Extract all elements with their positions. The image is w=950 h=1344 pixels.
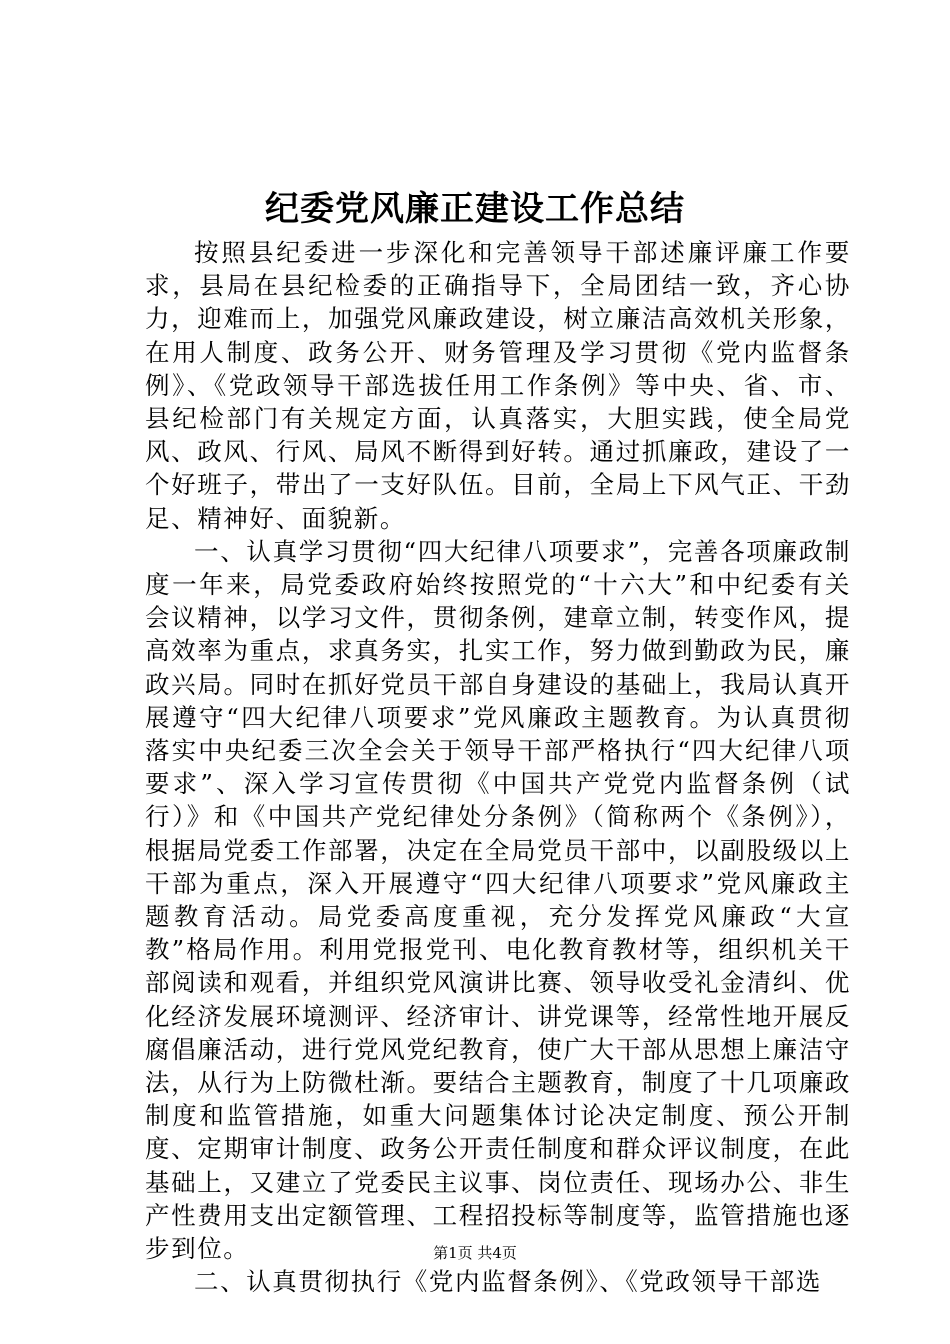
paragraph-intro: 按照县纪委进一步深化和完善领导干部述廉评廉工作要求，县局在县纪检委的正确指导下，全局团结一致，齐心协力，迎难而上，加强党风廉政建设，树立廉洁高效机关形象，在用人制度、政务公开、财务管理及学习贯彻《党内监督条例》、《党政领导干部选拔任用工作条例》等中央、省、市、县纪检部门有关规定方面，认真落实，大胆实践，使全局党风、政风、行风、局风不断得到好转。通过抓廉政，建设了一个好班子，带出了一支好队伍。目前，全局上下风气正、干劲足、精神好、面貌新。 bbox=[145, 238, 851, 533]
document-title: 纪委党风廉正建设工作总结 bbox=[265, 189, 685, 229]
paragraph-section-two: 二、认真贯彻执行《党内监督条例》、《党政领导干部选 bbox=[194, 1267, 822, 1297]
paragraph-section-one: 一、认真学习贯彻“四大纪律八项要求”，完善各项廉政制度一年来，局党委政府始终按照党的“十六大”和中纪委有关会议精神，以学习文件，贯彻条例，建章立制，转变作风，提高效率为重点，求真务实，扎实工作，努力做到勤政为民，廉政兴局。同时在抓好党员干部自身建设的基础上，我局认真开展遵守“四大纪律八项要求”党风廉政主题教育。为认真贯彻落实中央纪委三次全会关于领导干部严格执行“四大纪律八项要求”、深入学习宣传贯彻《中国共产党党内监督条例（试行）》和《中国共产党纪律处分条例》（简称两个《条例》），根据局党委工作部署，决定在全局党员干部中，以副股级以上干部为重点，深入开展遵守“四大纪律八项要求”党风廉政主题教育活动。局党委高度重视，充分发挥党风廉政“大宣教”格局作用。利用党报党刊、电化教育教材等，组织机关干部阅读和观看，并组织党风演讲比赛、领导收受礼金清纠、优化经济发展环境测评、经济审计、讲党课等，经常性地开展反腐倡廉活动，进行党风党纪教育，使广大干部从思想上廉洁守法，从行为上防微杜渐。要结合主题教育，制度了十几项廉政制度和监管措施，如重大问题集体讨论决定制度、预公开制度、定期审计制度、政务公开责任制度和群众评议制度，在此基础上，又建立了党委民主议事、岗位责任、现场办公、非生产性费用支出定额管理、工程招投标等制度等，监管措施也逐步到位。 bbox=[145, 536, 851, 1264]
page-footer bbox=[0, 1243, 950, 1263]
page-number: 第1页 共4页 bbox=[433, 1244, 517, 1262]
document-body bbox=[145, 236, 851, 1299]
